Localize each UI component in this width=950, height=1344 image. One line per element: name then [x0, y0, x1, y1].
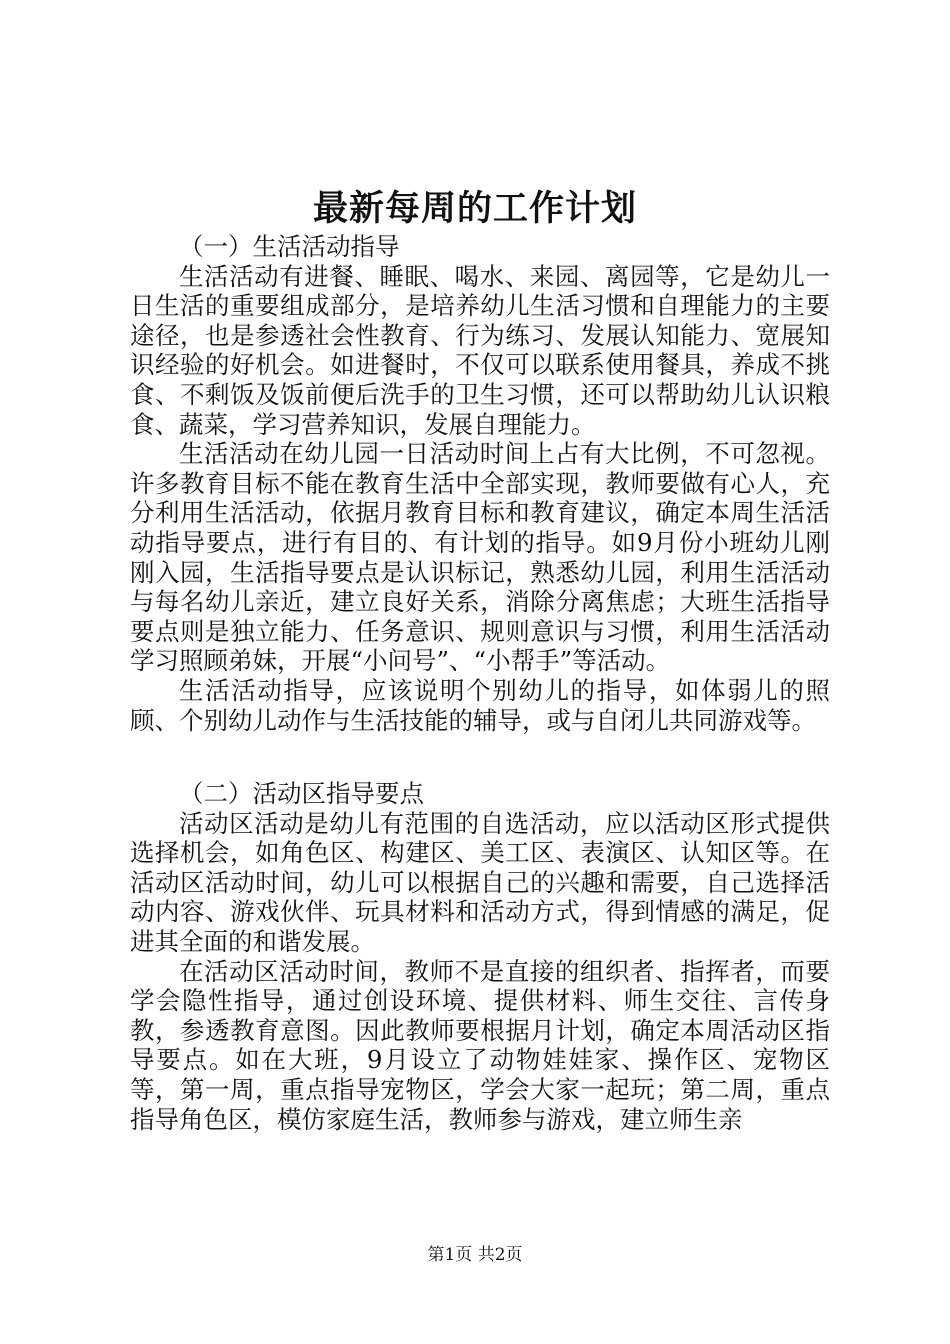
section-spacer [130, 735, 830, 779]
page-footer: 第1页 共2页 [427, 1245, 523, 1265]
paragraph: 在活动区活动时间，教师不是直接的组织者、指挥者，而要学会隐性指导，通过创设环境、提供材料、师生交往、言传身教，参透教育意图。因此教师要根据月计划，确定本周活动区指导要点。如在大班，9月设立了动物娃娃家、操作区、宠物区等，第一周，重点指导宠物区，学会大家一起玩；第二周，重点指导角色区，模仿家庭生活，教师参与游戏，建立师生亲 [130, 956, 830, 1134]
paragraph: 生活活动指导，应该说明个别幼儿的指导，如体弱儿的照顾、个别幼儿动作与生活技能的辅导，或与自闭儿共同游戏等。 [130, 675, 830, 735]
document-body [130, 232, 830, 1134]
page-title: 最新每周的工作计划 [312, 188, 637, 229]
paragraph: 生活活动在幼儿园一日活动时间上占有大比例，不可忽视。许多教育目标不能在教育生活中全部实现，教师要做有心人，充分利用生活活动，依据月教育目标和教育建议，确定本周生活活动指导要点，进行有目的、有计划的指导。如9月份小班幼儿刚刚入园，生活指导要点是认识标记，熟悉幼儿园，利用生活活动与每名幼儿亲近，建立良好关系，消除分离焦虑；大班生活指导要点则是独立能力、任务意识、规则意识与习惯，利用生活活动学习照顾弟妹，开展“小问号”、“小帮手”等活动。 [130, 439, 830, 676]
section-heading-activity-area: （二）活动区指导要点 [179, 779, 424, 809]
paragraph: 生活活动有进餐、睡眠、喝水、来园、离园等，它是幼儿一日生活的重要组成部分，是培养幼儿生活习惯和自理能力的主要途径，也是参透社会性教育、行为练习、发展认知能力、宽展知识经验的好机会。如进餐时，不仅可以联系使用餐具，养成不挑食、不剩饭及饭前便后洗手的卫生习惯，还可以帮助幼儿认识粮食、蔬菜，学习营养知识，发展自理能力。 [130, 261, 830, 439]
paragraph: 活动区活动是幼儿有范围的自选活动，应以活动区形式提供选择机会，如角色区、构建区、美工区、表演区、认知区等。在活动区活动时间，幼儿可以根据自己的兴趣和需要，自己选择活动内容、游戏伙伴、玩具材料和活动方式，得到情感的满足，促进其全面的和谐发展。 [130, 808, 830, 957]
section-heading-life-activity: （一）生活活动指导 [179, 232, 400, 261]
